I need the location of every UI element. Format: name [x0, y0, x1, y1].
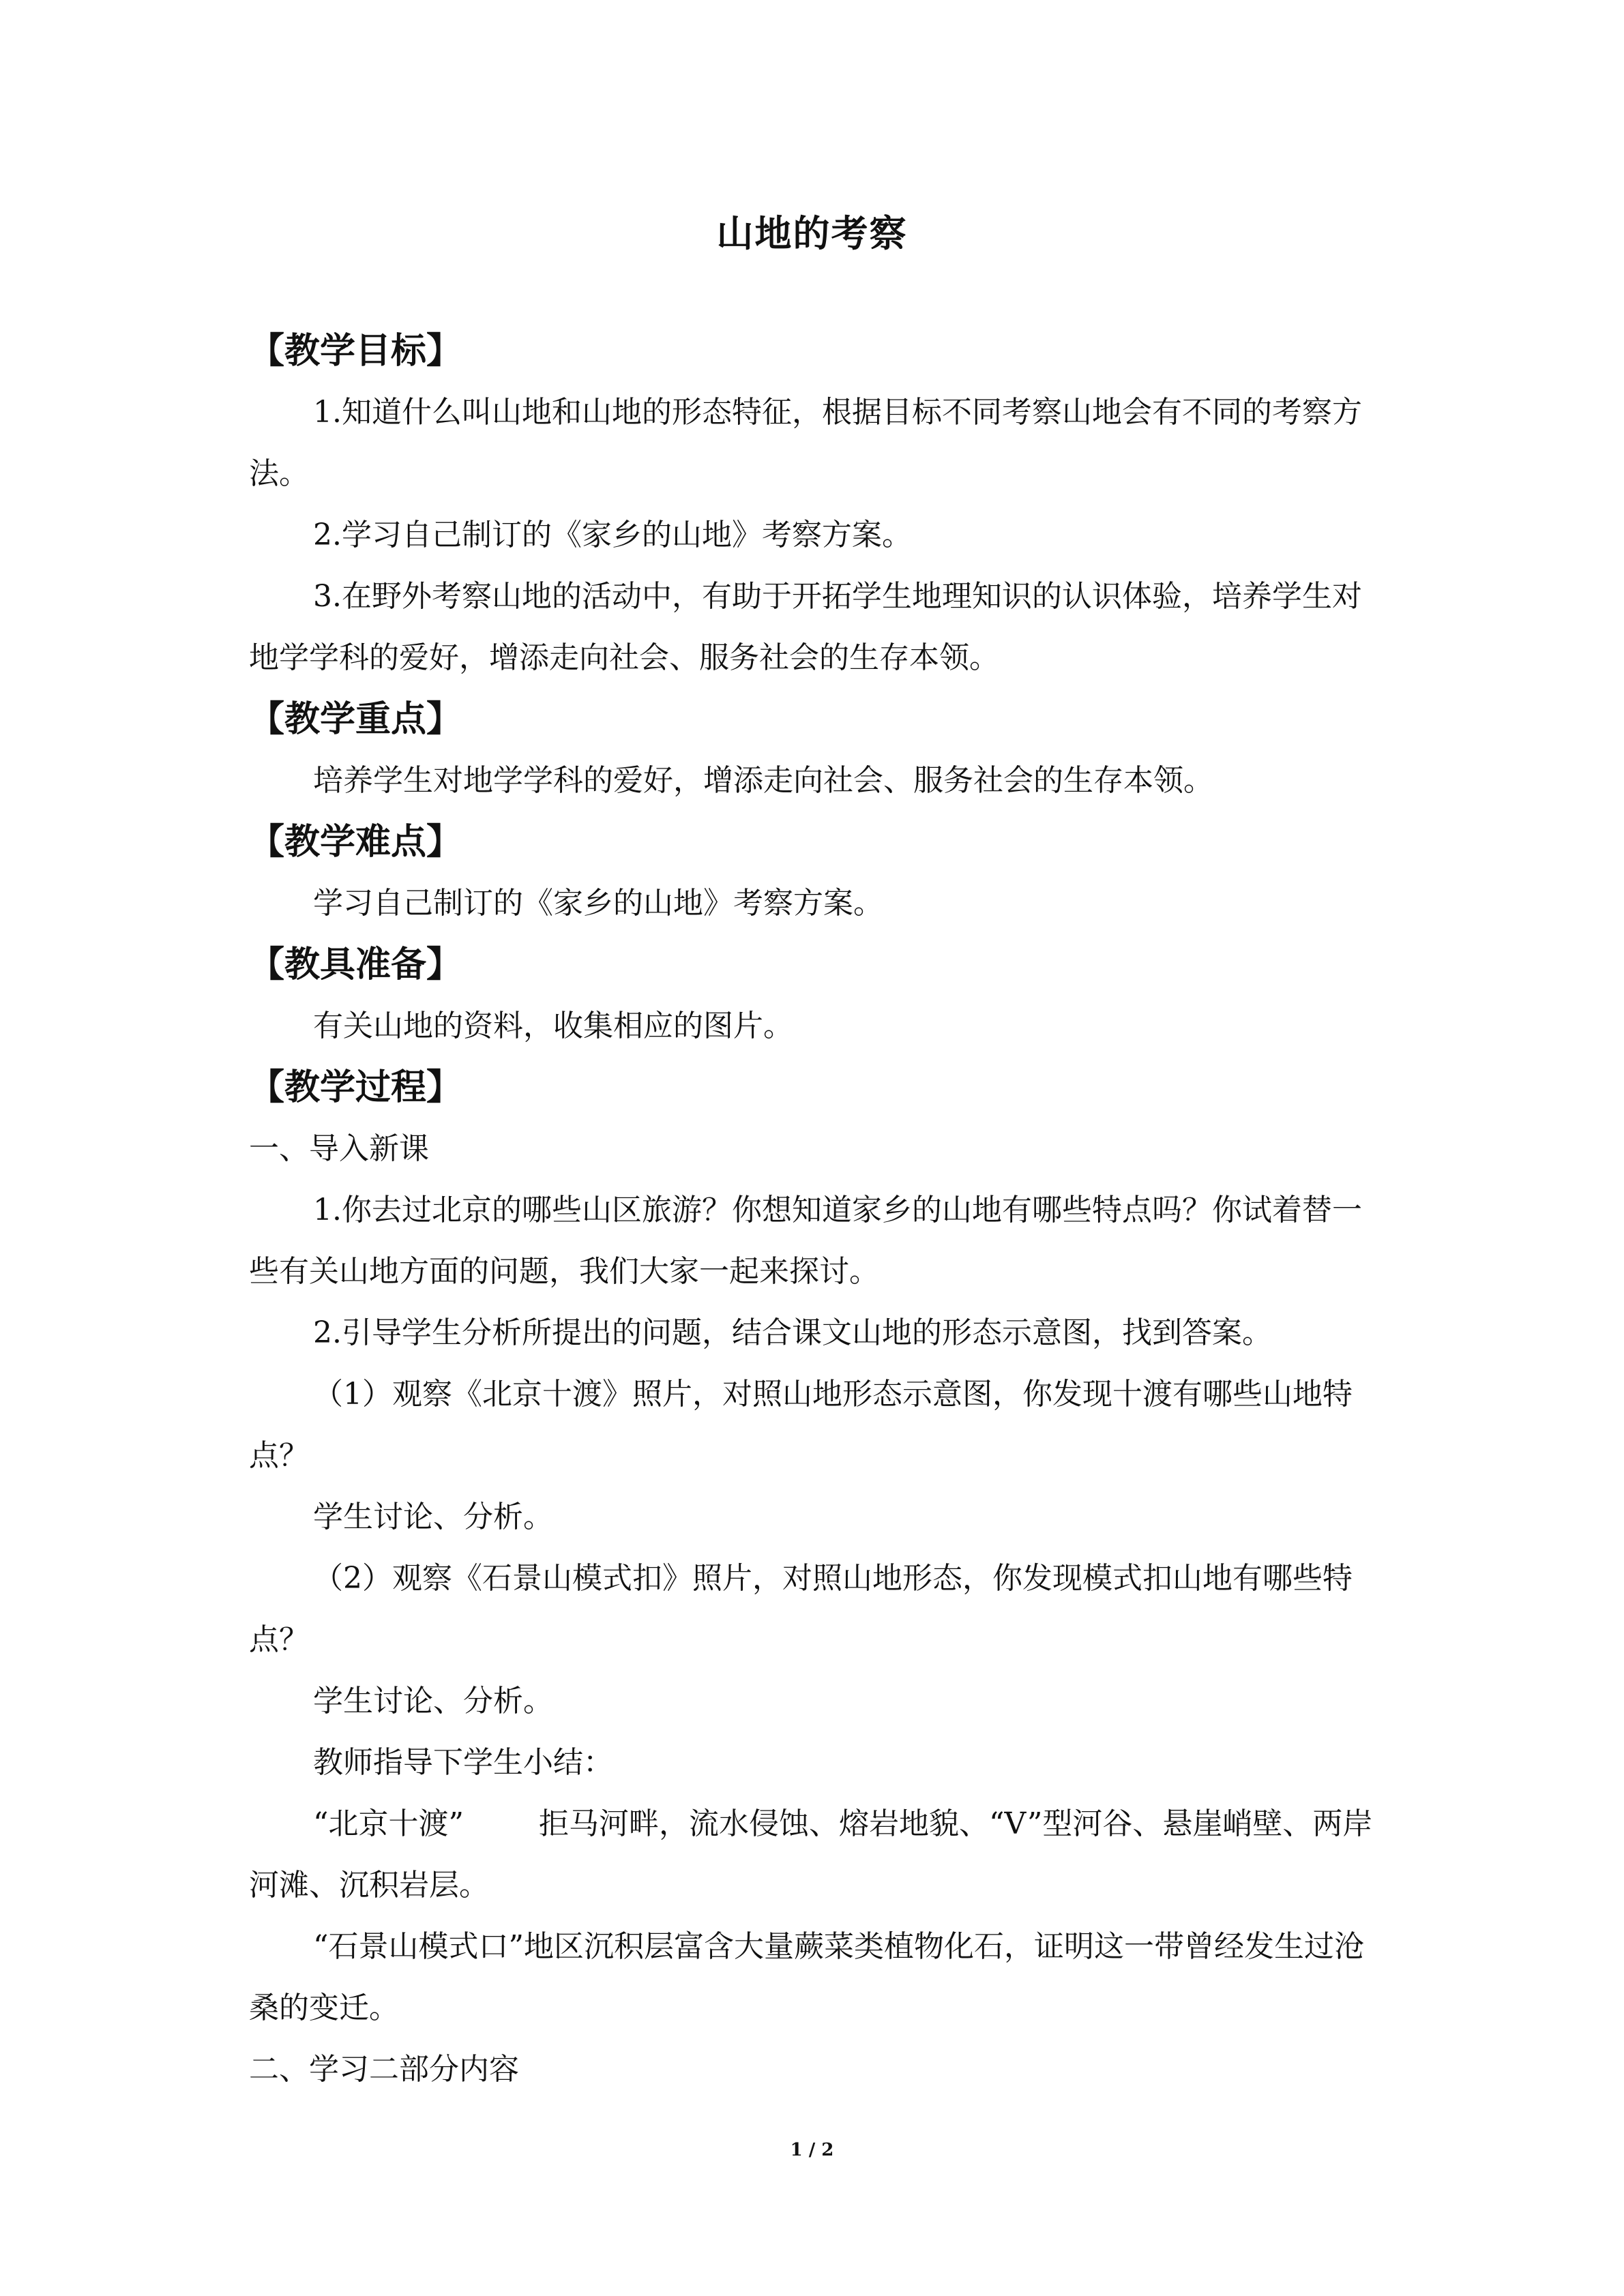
- goal-item-2: 2.学习自己制订的《家乡的山地》考察方案。: [313, 518, 912, 552]
- difficulties-text: 学习自己制订的《家乡的山地》考察方案。: [313, 886, 883, 921]
- heading-teaching-process: 【教学过程】: [249, 1067, 462, 1108]
- summary-shidu-term: “北京十渡”: [313, 1806, 464, 1841]
- heading-teaching-goals: 【教学目标】: [249, 331, 462, 372]
- process-paragraph: （2）观察《石景山模式扣》照片，对照山地形态，你发现模式扣山地有哪些特点？: [249, 1561, 1353, 1657]
- summary-shidu-text: 拒马河畔，流水侵蚀、熔岩地貌、“V”型河谷、悬崖峭壁、两岸河滩、沉积岩层。: [249, 1806, 1373, 1903]
- document-title: 山地的考察: [716, 211, 908, 255]
- key-points-text: 培养学生对地学学科的爱好，增添走向社会、服务社会的生存本领。: [313, 763, 1213, 798]
- process-paragraph: 教师指导下学生小结：: [313, 1745, 613, 1780]
- process-part-2-title: 二、学习二部分内容: [249, 2052, 519, 2087]
- process-part-1-title: 一、导入新课: [249, 1131, 429, 1166]
- summary-shidu: [249, 1793, 1381, 1916]
- heading-materials: 【教具准备】: [249, 944, 462, 985]
- process-paragraph: （1）观察《北京十渡》照片，对照山地形态示意图，你发现十渡有哪些山地特点？: [249, 1377, 1353, 1473]
- goal-item-3: 3.在野外考察山地的活动中，有助于开拓学生地理知识的认识体验，培养学生对地学学科的爱好，增添走向社会、服务社会的生存本领。: [249, 579, 1362, 675]
- process-paragraph: 学生讨论、分析。: [313, 1500, 553, 1534]
- document-body: [249, 320, 1381, 2100]
- materials-text: 有关山地的资料，收集相应的图片。: [313, 1009, 793, 1043]
- heading-difficulties: 【教学难点】: [249, 822, 462, 863]
- process-paragraph: 学生讨论、分析。: [313, 1684, 553, 1718]
- goal-item-1: 1.知道什么叫山地和山地的形态特征，根据目标不同考察山地会有不同的考察方法。: [249, 395, 1362, 491]
- page-number: 1 / 2: [790, 2140, 834, 2160]
- process-paragraph: 2.引导学生分析所提出的问题，结合课文山地的形态示意图，找到答案。: [313, 1315, 1272, 1350]
- process-paragraph: 1.你去过北京的哪些山区旅游？你想知道家乡的山地有哪些特点吗？你试着替一些有关山地方面的问题，我们大家一起来探讨。: [249, 1193, 1362, 1289]
- summary-moshikou: “石景山模式口”地区沉积层富含大量蕨菜类植物化石，证明这一带曾经发生过沧桑的变迁。: [249, 1929, 1364, 2025]
- heading-key-points: 【教学重点】: [249, 699, 462, 740]
